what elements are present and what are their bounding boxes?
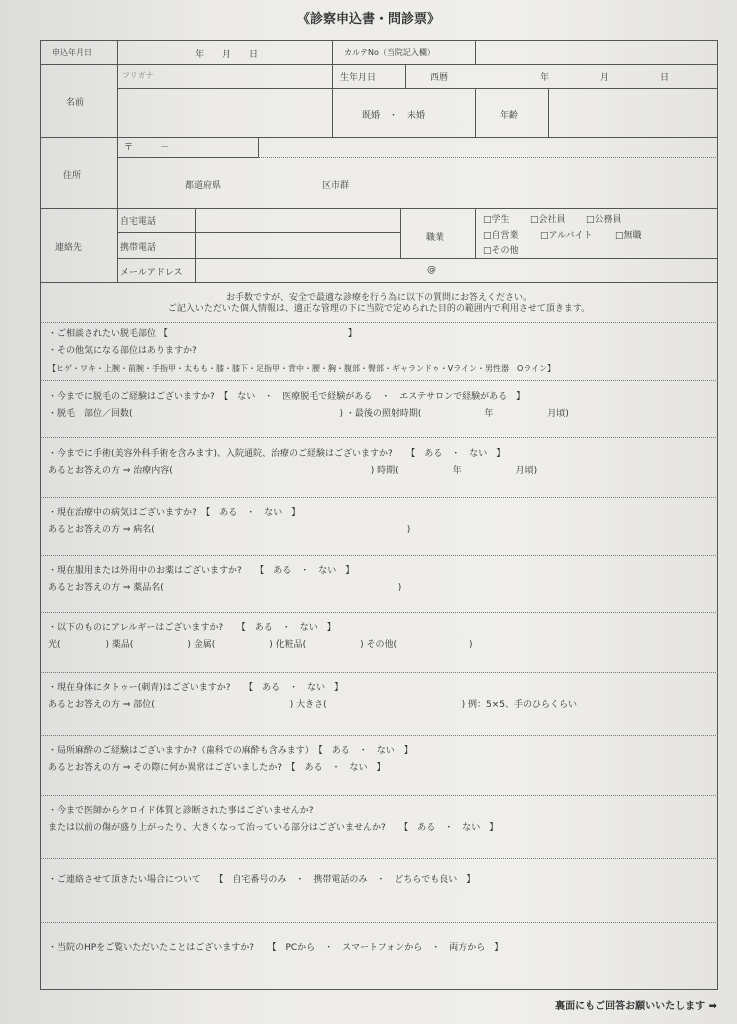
section-divider	[40, 672, 718, 673]
prefecture-label: 都道府県	[185, 181, 222, 191]
question-line[interactable]: あるとお答えの方 ⇒ 薬品名( )	[48, 583, 402, 593]
job-option[interactable]: □無職	[615, 231, 642, 241]
section-divider	[40, 612, 718, 613]
question-line[interactable]: あるとお答えの方 ⇒ 病名( )	[48, 525, 411, 535]
address-label: 住所	[63, 171, 82, 181]
question-line[interactable]: ・以下のものにアレルギーはございますか? 【 ある ・ ない 】	[48, 623, 336, 633]
age-label: 年齢	[500, 111, 519, 121]
job-option[interactable]: □会社員	[530, 215, 566, 225]
question-line[interactable]: 【ヒゲ・ワキ・上腕・前腕・手指甲・太もも・膝・膝下・足指甲・背中・腰・胸・腹部・臀部・ギャランドゥ・Vライン・男性器 Oライン】	[48, 364, 556, 373]
question-line[interactable]: ・当院のHPをご覧いただいたことはございますか? 【 PCから ・ スマートフォンから ・ 両方から 】	[48, 943, 504, 953]
job-option[interactable]: □その他	[483, 246, 519, 256]
section-divider	[40, 795, 718, 796]
section-divider	[40, 922, 718, 923]
section-divider	[40, 322, 718, 323]
notice-line: ご記入いただいた個人情報は、適正な管理の下に当院で定められた目的の範囲内で利用させて頂きます。	[167, 304, 591, 314]
furigana-field[interactable]: フリガナ	[122, 71, 154, 80]
section-divider	[40, 858, 718, 859]
question-line[interactable]: ・局所麻酔のご経験はございますか?（歯科での麻酔も含みます） 【 ある ・ ない 】	[48, 746, 413, 756]
question-line[interactable]: ・脱毛 部位／回数( ) ・最後の照射時期( 年 月頃)	[48, 409, 569, 419]
job-label: 職業	[426, 233, 445, 243]
birth-year[interactable]: 年	[540, 73, 550, 83]
birth-label: 生年月日	[340, 73, 377, 83]
section-divider	[40, 555, 718, 556]
era-label: 西暦	[430, 73, 449, 83]
section-divider	[40, 735, 718, 736]
section-divider	[40, 437, 718, 438]
question-line[interactable]: あるとお答えの方 ⇒ 治療内容( ) 時期( 年 月頃)	[48, 466, 538, 476]
question-line[interactable]: ・現在身体にタトゥー(刺青)はございますか? 【 ある ・ ない 】	[48, 683, 344, 693]
home-phone-label: 自宅電話	[120, 217, 157, 227]
job-option[interactable]: □自営業	[483, 231, 519, 241]
postal-code-field[interactable]: 〒 －	[124, 143, 170, 153]
job-option[interactable]: □アルバイト	[540, 231, 593, 241]
question-line[interactable]: ・その他気になる部位はありますか?	[48, 346, 197, 356]
question-line[interactable]: ・現在服用または外用中のお薬はございますか? 【 ある ・ ない 】	[48, 566, 355, 576]
footer-note: 裏面にもご回答お願いいたします ➡	[555, 1001, 717, 1012]
contact-label: 連絡先	[55, 243, 83, 253]
form-title: 《診察申込書・問診票》	[296, 12, 440, 27]
question-line[interactable]: ・ご連絡させて頂きたい場合について 【 自宅番号のみ ・ 携帯電話のみ ・ どちらでも良い 】	[48, 875, 476, 885]
name-label: 名前	[66, 98, 85, 108]
question-line[interactable]: ・現在治療中の病気はございますか? 【 ある ・ ない 】	[48, 508, 301, 518]
mobile-phone-label: 携帯電話	[120, 243, 157, 253]
birth-month[interactable]: 月	[600, 73, 610, 83]
notice-line: お手数ですが、安全で最適な診療を行う為に以下の質問にお答えください。	[225, 293, 532, 303]
apply-date-label: 申込年月日	[52, 48, 92, 57]
job-option[interactable]: □学生	[483, 215, 510, 225]
question-line[interactable]: あるとお答えの方 ⇒ 部位( ) 大きさ( ) 例：5×5、手のひらくらい	[48, 700, 578, 710]
question-line[interactable]: ・今までに脱毛のご経験はございますか? 【 ない ・ 医療脱毛で経験がある ・ エステサロンで経験がある 】	[48, 392, 526, 402]
apply-date-field[interactable]: 年 月 日	[195, 50, 259, 60]
notice	[40, 293, 718, 315]
job-option[interactable]: □公務員	[586, 215, 622, 225]
city-label: 区市群	[322, 181, 350, 191]
email-label: メールアドレス	[120, 268, 183, 278]
question-line[interactable]: 光( ) 薬品( ) 金属( ) 化粧品( ) その他( )	[48, 640, 473, 650]
question-line[interactable]: ・今までに手術(美容外科手術を含みます)、入院通院、治療のご経験はございますか? 【 ある ・ ない 】	[48, 449, 506, 459]
marital-status-option[interactable]: 既婚 ・ 未婚	[362, 111, 426, 121]
question-line[interactable]: ・ご相談されたい脱毛部位 【 】	[48, 329, 357, 339]
birth-day[interactable]: 日	[660, 73, 670, 83]
question-line[interactable]: または以前の傷が盛り上がったり、大きくなって治っている部分はございませんか? 【 ある ・ ない 】	[48, 823, 499, 833]
question-line[interactable]: あるとお答えの方 ⇒ その際に何か異常はございましたか? 【 ある ・ ない 】	[48, 763, 386, 773]
section-divider	[40, 497, 718, 498]
question-line[interactable]: ・今まで医師からケロイド体質と診断された事はございませんか?	[48, 806, 314, 816]
section-divider	[40, 380, 718, 381]
chart-no-field[interactable]	[480, 44, 714, 61]
chart-no-label: カルテNo（当院記入欄）	[344, 48, 435, 57]
email-at[interactable]: @	[427, 265, 436, 275]
